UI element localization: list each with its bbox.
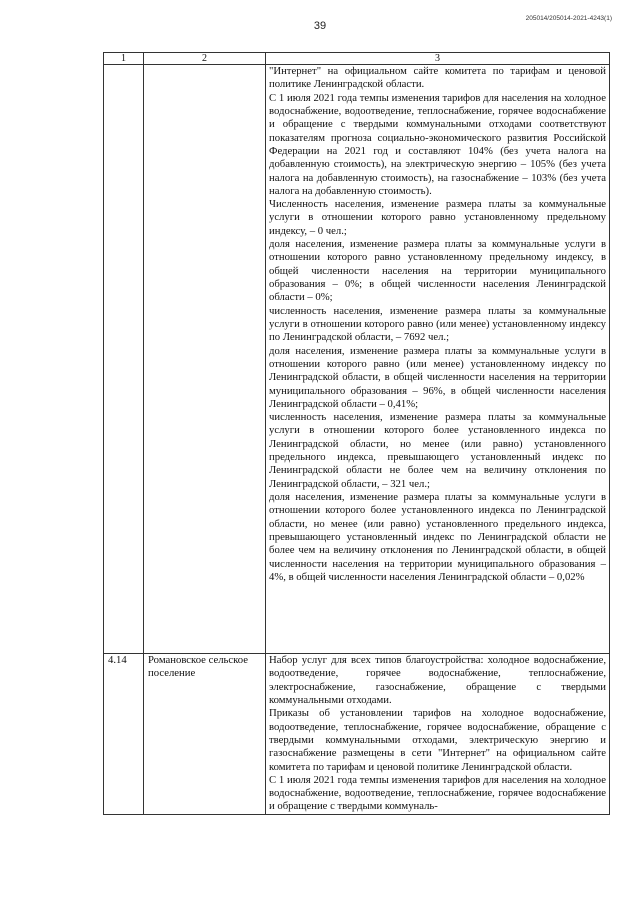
settlement-name bbox=[144, 65, 266, 654]
paragraph: Приказы об установлении тарифов на холодное водоснабжение, водоотведение, теплоснабжение, горячее водоснабжение, обращение с твердыми коммунальными отходами, электрическую энергию и газоснабжение размещены в сети "Интернет" на официальном сайте комитета по тарифам и ценовой политике Ленинградской области. bbox=[269, 707, 606, 773]
paragraph: С 1 июля 2021 года темпы изменения тарифов для населения на холодное водоснабжение, водоотведение, теплоснабжение, горячее водоснабжение и обращение с твердыми коммунальными отходами соответствуют показателям прогноза социально-экономического развития Российской Федерации на 2021 год и составляют 104% (без учета налога на добавленную стоимость), на электрическую энергию – 105% (без учета налога на добавленную стоимость), на газоснабжение – 103% (без учета налога на добавленную стоимость). bbox=[269, 91, 606, 197]
paragraph: численность населения, изменение размера платы за коммунальные услуги в отношении которого равно (или менее) установленному индексу по Ленинградской области, – 7692 чел.; bbox=[269, 304, 606, 344]
column-header-2: 2 bbox=[144, 53, 266, 65]
paragraph: "Интернет" на официальном сайте комитета по тарифам и ценовой политике Ленинградской области. bbox=[269, 65, 606, 91]
paragraph: Набор услуг для всех типов благоустройства: холодное водоснабжение, водоотведение, горячее водоснабжение, теплоснабжение, электроснабжение, газоснабжение, обращение с твердыми коммунальными отходами. bbox=[269, 654, 606, 706]
column-header-3: 3 bbox=[266, 53, 610, 65]
paragraph: Численность населения, изменение размера платы за коммунальные услуги в отношении которого равно установленному предельному индексу, – 0 чел.; bbox=[269, 198, 606, 237]
document-table bbox=[103, 52, 610, 815]
paragraph: доля населения, изменение размера платы за коммунальные услуги в отношении которого равно (или менее) установленному индексу по Ленинградской области, в общей численности населения на территории муниципального образования – 96%, в общей численности населения Ленинградской области – 0,41%; bbox=[269, 344, 606, 410]
row-number bbox=[104, 65, 144, 654]
paragraph: численность населения, изменение размера платы за коммунальные услуги в отношении которого более установленного индекса по Ленинградской области, но менее (или равно) установленного предельного индекса, превышающего установленный индекс по Ленинградской области не более чем на величину отклонения по Ленинградской области, – 321 чел.; bbox=[269, 411, 606, 490]
table-row bbox=[104, 654, 610, 815]
table-row bbox=[104, 65, 610, 654]
settlement-name: Романовское сельское поселение bbox=[144, 654, 266, 815]
page-number: 39 bbox=[313, 20, 327, 32]
document-id: 205014/205014-2021-4243(1) bbox=[525, 15, 612, 22]
row-number: 4.14 bbox=[104, 654, 144, 815]
paragraph: доля населения, изменение размера платы за коммунальные услуги в отношении которого равно установленному предельному индексу, в общей численности населения на территории муниципального образования – 0%; в общей численности населения Ленинградской области – 0%; bbox=[269, 238, 606, 304]
column-header-1: 1 bbox=[104, 53, 144, 65]
paragraph: С 1 июля 2021 года темпы изменения тарифов для населения на холодное водоснабжение, водоотведение, теплоснабжение, горячее водоснабжение и обращение с твердыми коммуналь- bbox=[269, 773, 606, 813]
paragraph: доля населения, изменение размера платы за коммунальные услуги в отношении которого более установленного индекса по Ленинградской области, но менее (или равно) установленного предельного индекса, превышающего установленный индекс по Ленинградской области не более чем на величину отклонения по Ленинградской области, в общей численности населения на территории муниципального образования – 4%, в общей численности населения Ленинградской области – 0,02% bbox=[269, 491, 606, 583]
row-description bbox=[266, 654, 610, 815]
row-description bbox=[266, 65, 610, 654]
table-header-row bbox=[104, 53, 610, 65]
